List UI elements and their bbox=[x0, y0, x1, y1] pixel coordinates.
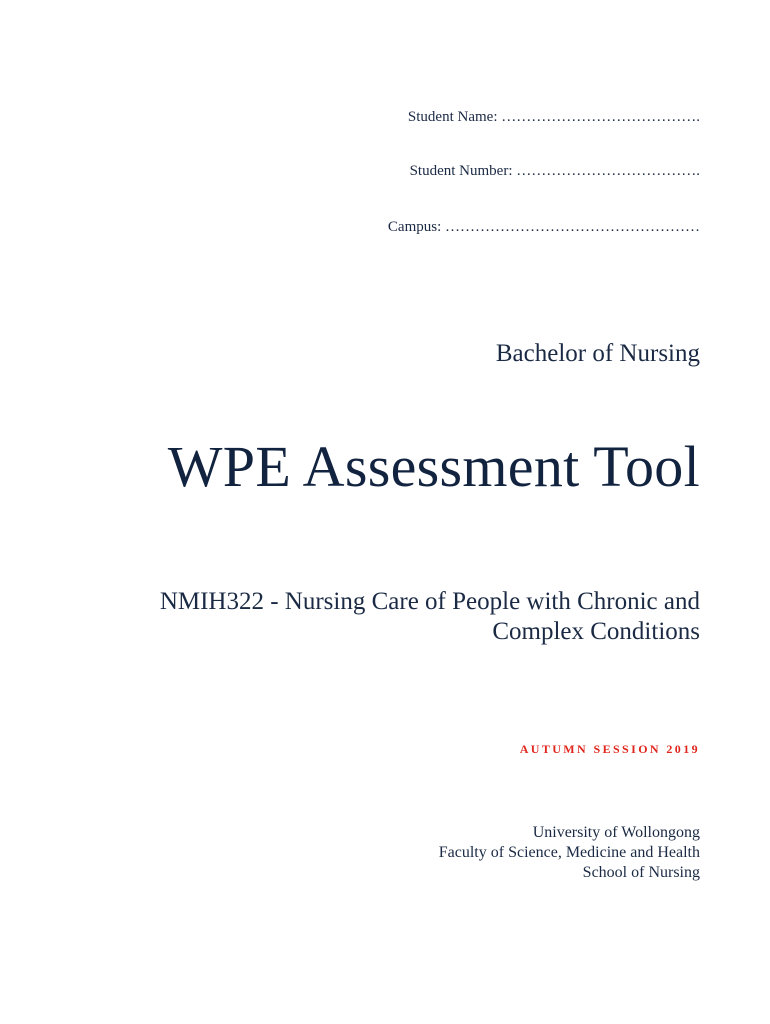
institution-block bbox=[439, 823, 700, 883]
subject-title-line-1: NMIH322 - Nursing Care of People with Chronic and bbox=[159, 588, 700, 615]
program-name: Bachelor of Nursing bbox=[495, 340, 700, 367]
subject-title-line-2: Complex Conditions bbox=[492, 618, 700, 645]
campus-field: Campus: …………………………………………… bbox=[387, 219, 700, 235]
university-name: University of Wollongong bbox=[532, 824, 700, 841]
student-number-field: Student Number: ………………………………. bbox=[409, 163, 700, 179]
school-name: School of Nursing bbox=[582, 864, 700, 881]
document-title: WPE Assessment Tool bbox=[167, 434, 700, 499]
subject-title bbox=[160, 587, 700, 647]
student-name-field: Student Name: …………………………………. bbox=[407, 109, 700, 125]
faculty-name: Faculty of Science, Medicine and Health bbox=[438, 844, 700, 861]
session-label: AUTUMN SESSION 2019 bbox=[519, 742, 700, 756]
